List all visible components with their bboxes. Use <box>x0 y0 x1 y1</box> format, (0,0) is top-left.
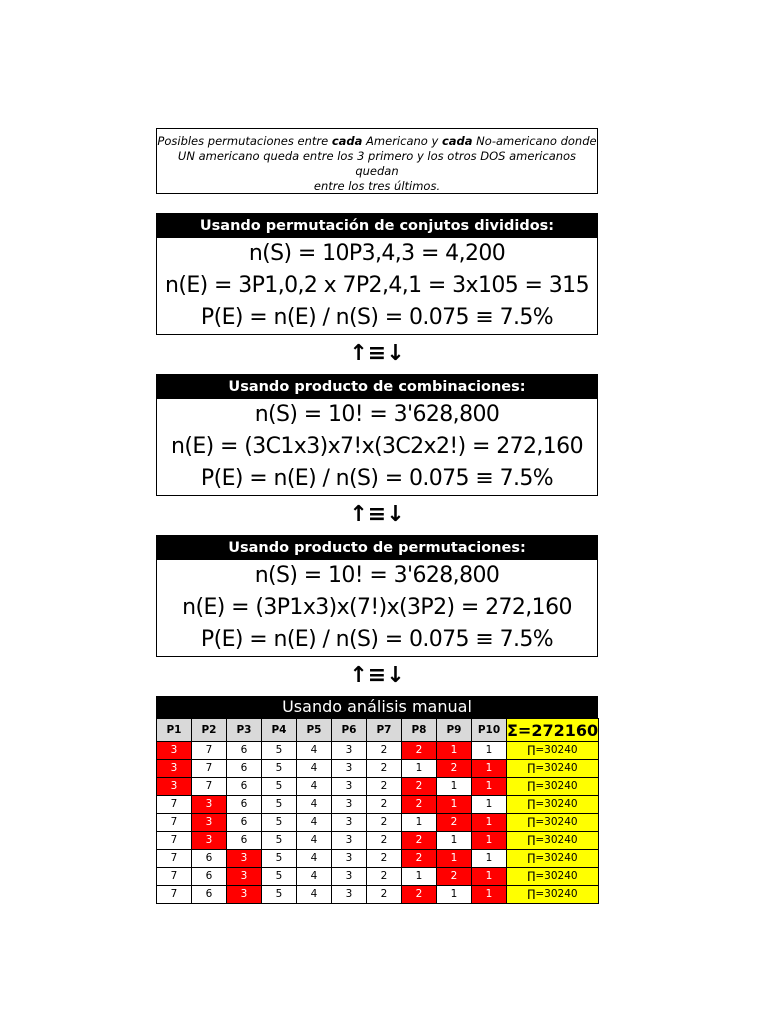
table-cell: 2 <box>402 742 437 760</box>
table-cell: 6 <box>227 796 262 814</box>
table-cell: 3 <box>332 778 367 796</box>
intro-line-1 <box>157 134 597 149</box>
table-cell: 1 <box>437 832 472 850</box>
intro-bold-word: cada <box>331 134 363 148</box>
table-cell: 3 <box>332 850 367 868</box>
table-cell: 1 <box>472 796 507 814</box>
intro-bold-word: cada <box>441 134 473 148</box>
table-cell: 3 <box>192 796 227 814</box>
table-cell: 6 <box>192 850 227 868</box>
table-cell: 1 <box>472 778 507 796</box>
product-cell: ∏=30240 <box>507 832 599 850</box>
table-cell: 4 <box>297 814 332 832</box>
table-cell: 4 <box>297 868 332 886</box>
table-cell: 7 <box>157 868 192 886</box>
intro-text: Posibles permutaciones entre <box>157 134 332 148</box>
table-cell: 5 <box>262 814 297 832</box>
column-header-p10: P10 <box>472 719 507 742</box>
column-header-p5: P5 <box>297 719 332 742</box>
column-header-p2: P2 <box>192 719 227 742</box>
table-cell: 5 <box>262 832 297 850</box>
table-cell: 4 <box>297 850 332 868</box>
table-cell: 1 <box>437 796 472 814</box>
table-cell: 1 <box>472 760 507 778</box>
table-cell: 1 <box>472 850 507 868</box>
table-cell: 1 <box>437 778 472 796</box>
table-cell: 2 <box>402 832 437 850</box>
table-cell: 4 <box>297 760 332 778</box>
intro-text: Americano y <box>362 134 442 148</box>
table-cell: 7 <box>157 832 192 850</box>
formula-sample-space: n(S) = 10P3,4,3 = 4,200 <box>248 241 506 266</box>
table-cell: 5 <box>262 796 297 814</box>
table-cell: 2 <box>402 796 437 814</box>
table-cell: 3 <box>332 760 367 778</box>
method-title: Usando producto de permutaciones: <box>157 536 597 560</box>
sum-header: Σ=272160 <box>507 720 599 740</box>
table-cell: 3 <box>227 868 262 886</box>
table-cell: 5 <box>262 868 297 886</box>
column-header-p3: P3 <box>227 719 262 742</box>
table-cell: 7 <box>157 796 192 814</box>
intro-line-2: UN americano queda entre los 3 primero y los otros DOS americanos quedan <box>177 149 577 178</box>
table-cell: 1 <box>472 868 507 886</box>
table-cell: 2 <box>367 832 402 850</box>
table-cell: 2 <box>367 868 402 886</box>
formula-probability: P(E) = n(E) / n(S) = 0.075 ≡ 7.5% <box>200 627 554 652</box>
table-cell: 2 <box>367 796 402 814</box>
table-cell: 3 <box>227 886 262 904</box>
table-cell: 3 <box>157 778 192 796</box>
table-cell: 5 <box>262 850 297 868</box>
permutation-table <box>156 718 599 904</box>
table-cell: 7 <box>192 778 227 796</box>
table-row <box>157 814 599 832</box>
method-box-2 <box>156 374 598 496</box>
table-body <box>157 742 599 904</box>
table-cell: 3 <box>332 832 367 850</box>
formula-probability: P(E) = n(E) / n(S) = 0.075 ≡ 7.5% <box>200 305 554 330</box>
table-cell: 1 <box>472 814 507 832</box>
table-cell: 1 <box>402 868 437 886</box>
method-box-1 <box>156 213 598 335</box>
table-header-row <box>157 719 599 742</box>
formula-probability: P(E) = n(E) / n(S) = 0.075 ≡ 7.5% <box>200 466 554 491</box>
table-cell: 1 <box>437 886 472 904</box>
table-row <box>157 868 599 886</box>
formula-sample-space: n(S) = 10! = 3'628,800 <box>254 563 500 588</box>
table-cell: 3 <box>157 760 192 778</box>
product-cell: ∏=30240 <box>507 760 599 778</box>
intro-line-3: entre los tres últimos. <box>313 179 441 193</box>
method-box-3 <box>156 535 598 657</box>
product-cell: ∏=30240 <box>507 850 599 868</box>
intro-box <box>156 128 598 194</box>
table-cell: 7 <box>157 886 192 904</box>
table-cell: 3 <box>332 796 367 814</box>
product-cell: ∏=30240 <box>507 814 599 832</box>
column-header-p8: P8 <box>402 719 437 742</box>
manual-title: Usando análisis manual <box>156 696 598 718</box>
table-cell: 7 <box>157 814 192 832</box>
table-row <box>157 850 599 868</box>
table-cell: 3 <box>332 868 367 886</box>
table-cell: 2 <box>367 850 402 868</box>
manual-analysis <box>156 696 598 904</box>
table-cell: 1 <box>472 742 507 760</box>
formula-event: n(E) = (3P1x3)x(7!)x(3P2) = 272,160 <box>182 595 572 620</box>
product-cell: ∏=30240 <box>507 868 599 886</box>
table-cell: 2 <box>367 814 402 832</box>
column-header-p6: P6 <box>332 719 367 742</box>
column-header-p1: P1 <box>157 719 192 742</box>
table-cell: 2 <box>367 886 402 904</box>
table-cell: 6 <box>227 814 262 832</box>
table-row <box>157 778 599 796</box>
product-cell: ∏=30240 <box>507 796 599 814</box>
formula-event: n(E) = 3P1,0,2 x 7P2,4,1 = 3x105 = 315 <box>165 273 589 298</box>
table-cell: 2 <box>402 886 437 904</box>
table-cell: 6 <box>192 868 227 886</box>
table-cell: 6 <box>227 832 262 850</box>
table-cell: 7 <box>192 760 227 778</box>
table-cell: 5 <box>262 886 297 904</box>
table-cell: 6 <box>227 778 262 796</box>
column-header-p4: P4 <box>262 719 297 742</box>
table-row <box>157 742 599 760</box>
table-row <box>157 886 599 904</box>
intro-text: No-americano donde <box>472 134 597 148</box>
equivalence-arrows: ↑≡↓ <box>349 502 405 527</box>
table-cell: 2 <box>437 760 472 778</box>
table-cell: 1 <box>472 832 507 850</box>
table-cell: 2 <box>437 814 472 832</box>
table-cell: 2 <box>402 850 437 868</box>
table-cell: 3 <box>227 850 262 868</box>
table-cell: 1 <box>437 850 472 868</box>
table-cell: 2 <box>437 868 472 886</box>
table-row <box>157 796 599 814</box>
equivalence-arrows: ↑≡↓ <box>349 341 405 366</box>
product-cell: ∏=30240 <box>507 886 599 904</box>
table-row <box>157 760 599 778</box>
equivalence-arrows: ↑≡↓ <box>349 663 405 688</box>
table-cell: 4 <box>297 796 332 814</box>
table-cell: 5 <box>262 742 297 760</box>
table-cell: 3 <box>332 742 367 760</box>
table-cell: 2 <box>367 742 402 760</box>
table-cell: 4 <box>297 742 332 760</box>
table-cell: 2 <box>367 778 402 796</box>
table-cell: 6 <box>192 886 227 904</box>
method-title: Usando producto de combinaciones: <box>157 375 597 399</box>
table-cell: 7 <box>157 850 192 868</box>
table-cell: 3 <box>192 814 227 832</box>
table-row <box>157 832 599 850</box>
method-title: Usando permutación de conjutos divididos: <box>157 214 597 238</box>
table-cell: 5 <box>262 760 297 778</box>
table-cell: 6 <box>227 742 262 760</box>
table-cell: 3 <box>192 832 227 850</box>
table-cell: 7 <box>192 742 227 760</box>
table-cell: 6 <box>227 760 262 778</box>
table-cell: 4 <box>297 832 332 850</box>
product-cell: ∏=30240 <box>507 742 599 760</box>
table-cell: 2 <box>402 778 437 796</box>
table-cell: 3 <box>157 742 192 760</box>
table-cell: 3 <box>332 814 367 832</box>
column-header-p7: P7 <box>367 719 402 742</box>
column-header-p9: P9 <box>437 719 472 742</box>
table-cell: 1 <box>402 814 437 832</box>
product-cell: ∏=30240 <box>507 778 599 796</box>
table-cell: 4 <box>297 886 332 904</box>
table-cell: 2 <box>367 760 402 778</box>
table-cell: 4 <box>297 778 332 796</box>
table-cell: 5 <box>262 778 297 796</box>
table-cell: 1 <box>472 886 507 904</box>
table-cell: 3 <box>332 886 367 904</box>
table-cell: 1 <box>402 760 437 778</box>
formula-event: n(E) = (3C1x3)x7!x(3C2x2!) = 272,160 <box>171 434 583 459</box>
formula-sample-space: n(S) = 10! = 3'628,800 <box>254 402 500 427</box>
table-cell: 1 <box>437 742 472 760</box>
